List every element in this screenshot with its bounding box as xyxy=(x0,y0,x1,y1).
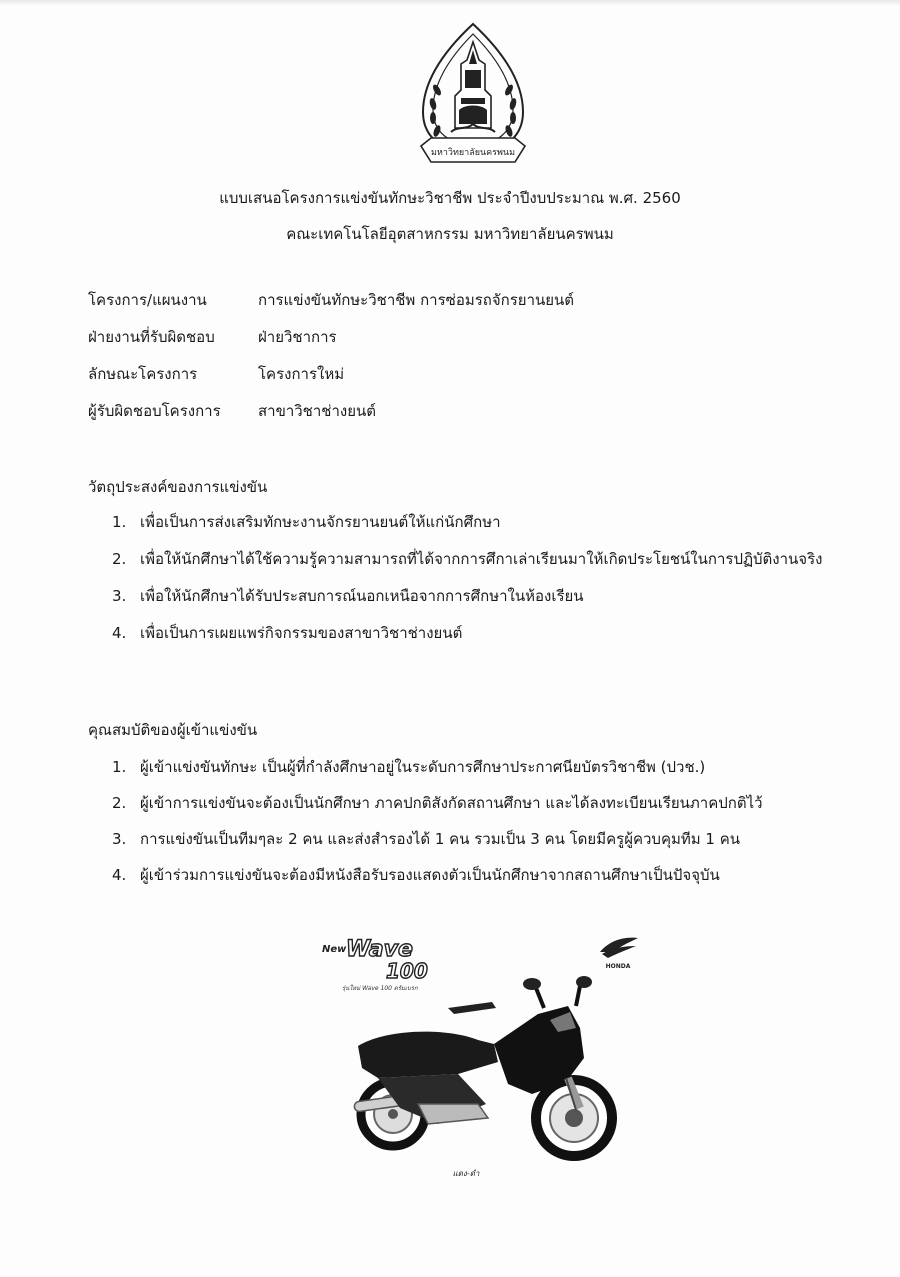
qualifications-heading: คุณสมบัติของผู้เข้าแข่งขัน xyxy=(88,721,258,739)
list-number: 4. xyxy=(112,624,127,642)
list-item xyxy=(112,544,842,574)
list-number: 1. xyxy=(112,513,127,531)
info-label: ลักษณะโครงการ xyxy=(88,365,198,383)
honda-brand-text: HONDA xyxy=(605,963,631,970)
list-item xyxy=(112,752,842,782)
info-row-type xyxy=(88,362,574,399)
motorcycle-illustration xyxy=(354,976,612,1156)
list-number: 3. xyxy=(112,830,127,848)
document-subtitle: คณะเทคโนโลยีอุตสาหกรรม มหาวิทยาลัยนครพนม xyxy=(286,225,614,243)
list-item xyxy=(112,824,842,854)
list-text: เพื่อให้นักศึกษาได้ใช้ความรู้ความสามารถที่ได้จากการศึกาเล่าเรียนมาให้เกิดประโยชน์ในการปฏิบัติงานจริง xyxy=(140,550,823,568)
list-text: เพื่อเป็นการส่งเสริมทักษะงานจักรยานยนต์ให้แก่นักศึกษา xyxy=(140,513,501,531)
info-value: ฝ่ายวิชาการ xyxy=(258,328,337,346)
list-item xyxy=(112,581,842,611)
info-value: สาขาวิชาช่างยนต์ xyxy=(258,402,376,420)
info-label: โครงการ/แผนงาน xyxy=(88,291,207,309)
list-text: เพื่อเป็นการเผยแพร่กิจกรรมของสาขาวิชาช่างยนต์ xyxy=(140,624,463,642)
university-seal-icon xyxy=(415,20,531,172)
list-number: 3. xyxy=(112,587,127,605)
list-text: การแข่งขันเป็นทีมๆละ 2 คน และส่งสำรองได้ 1 คน รวมเป็น 3 คน โดยมีครูผู้ควบคุมทีม 1 คน xyxy=(140,830,741,848)
model-name-text: Wave xyxy=(346,937,413,962)
model-subtitle-text: รุ่นใหม่ Wave 100 ดรัมเบรก xyxy=(342,985,418,992)
qualifications-list xyxy=(112,752,842,896)
list-item xyxy=(112,618,842,648)
info-value: การแข่งขันทักษะวิชาชีพ การซ่อมรถจักรยานยนต์ xyxy=(258,291,575,309)
objectives-list xyxy=(112,507,842,655)
list-text: ผู้เข้าการแข่งขันจะต้องเป็นนักศึกษา ภาคปกติสังกัดสถานศึกษา และได้ลงทะเบียนเรียนภาคปกติไว้ xyxy=(140,794,763,812)
document-title: แบบเสนอโครงการแข่งขันทักษะวิชาชีพ ประจำปีงบประมาณ พ.ศ. 2560 xyxy=(219,189,681,207)
list-number: 4. xyxy=(112,866,127,884)
list-number: 1. xyxy=(112,758,127,776)
info-label: ผู้รับผิดชอบโครงการ xyxy=(88,402,221,420)
list-text: เพื่อให้นักศึกษาได้รับประสบการณ์นอกเหนือจากการศึกษาในห้องเรียน xyxy=(140,587,584,605)
objectives-heading: วัตถุประสงค์ของการแข่งขัน xyxy=(88,478,268,496)
list-number: 2. xyxy=(112,794,127,812)
logo-banner-text: มหาวิทยาลัยนครพนม xyxy=(430,148,516,158)
model-new-text: New xyxy=(322,944,347,955)
info-label: ฝ่ายงานที่รับผิดชอบ xyxy=(88,328,215,346)
motorcycle-image xyxy=(318,928,650,1183)
honda-wing-icon xyxy=(600,938,638,958)
list-item xyxy=(112,860,842,890)
project-info xyxy=(88,288,574,436)
color-caption: แดง-ดำ xyxy=(452,1169,480,1178)
info-row-department xyxy=(88,325,574,362)
model-number-text: 100 xyxy=(386,959,428,983)
list-item xyxy=(112,507,842,537)
list-text: ผู้เข้าร่วมการแข่งขันจะต้องมีหนังสือรับรองแสดงตัวเป็นนักศึกษาจากสถานศึกษาเป็นปัจจุบัน xyxy=(140,866,720,884)
list-number: 2. xyxy=(112,550,127,568)
list-text: ผู้เข้าแข่งขันทักษะ เป็นผู้ที่กำลังศึกษาอยู่ในระดับการศึกษาประกาศนียบัตรวิชาชีพ (ปวช.) xyxy=(140,758,706,776)
info-row-project xyxy=(88,288,574,325)
info-value: โครงการใหม่ xyxy=(258,365,345,383)
scan-edge xyxy=(0,0,900,6)
list-item xyxy=(112,788,842,818)
info-row-owner xyxy=(88,399,574,436)
